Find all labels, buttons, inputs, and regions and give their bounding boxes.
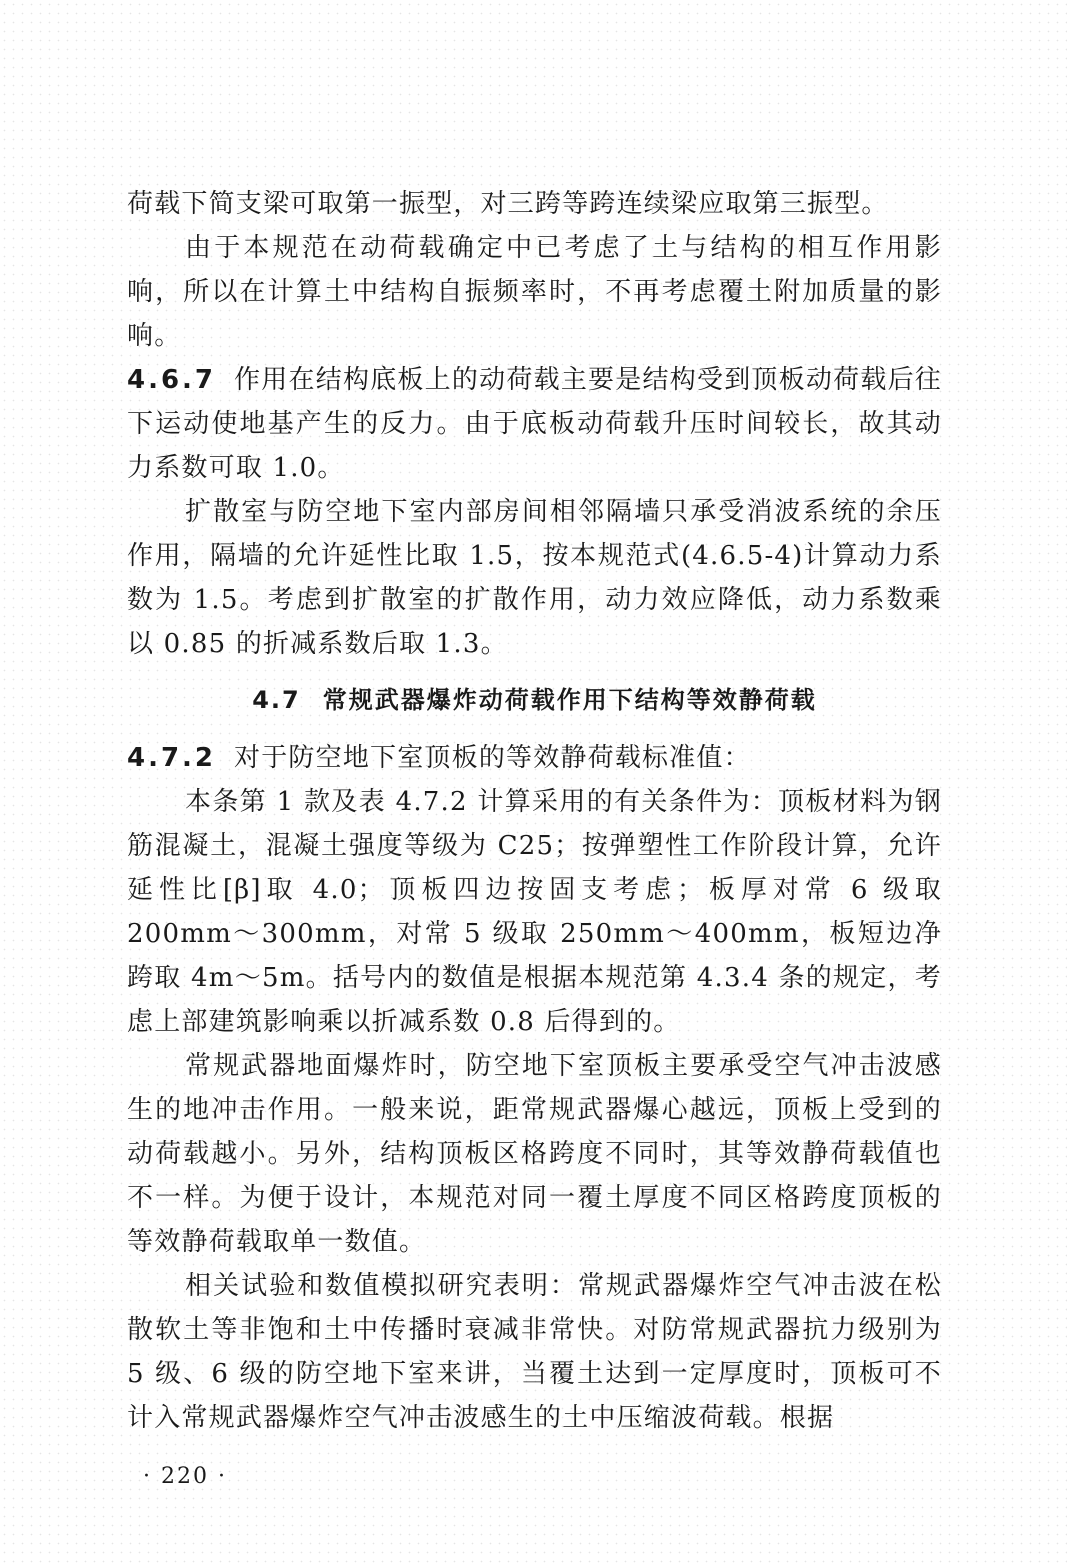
clause-4-7-2 bbox=[127, 736, 942, 780]
paragraph-diffusion-chamber: 扩散室与防空地下室内部房间相邻隔墙只承受消波系统的余压作用，隔墙的允许延性比取 1.5，按本规范式(4.6.5-4)计算动力系数为 1.5。考虑到扩散室的扩散作用，动力效应降低，动力系数乘以 0.85 的折减系数后取 1.3。 bbox=[127, 497, 942, 659]
clause-number: 4.7.2 bbox=[127, 743, 217, 773]
paragraph-calculation-conditions: 本条第 1 款及表 4.7.2 计算采用的有关条件为：顶板材料为钢筋混凝土，混凝土强度等级为 C25；按弹塑性工作阶段计算，允许延性比[β]取 4.0；顶板四边按固支考虑；板厚对常 6 级取 200mm～300mm，对常 5 级取 250mm～400mm，板短边净跨取 4m～5m。括号内的数值是根据本规范第 4.3.4 条的规定，考虑上部建筑影响乘以折减系数 0.8 后得到的。 bbox=[127, 787, 942, 1037]
clause-text: 对于防空地下室顶板的等效静荷载标准值： bbox=[234, 743, 751, 773]
clause-4-6-7 bbox=[127, 358, 942, 490]
clause-text: 作用在结构底板上的动荷载主要是结构受到顶板动荷载后往下运动使地基产生的反力。由于底板动荷载升压时间较长，故其动力系数可取 1.0。 bbox=[127, 365, 942, 483]
paragraph-test-research: 相关试验和数值模拟研究表明：常规武器爆炸空气冲击波在松散软土等非饱和土中传播时衰减非常快。对防常规武器抗力级别为 5 级、6 级的防空地下室来讲，当覆土达到一定厚度时，顶板可不计入常规武器爆炸空气冲击波感生的土中压缩波荷载。根据 bbox=[127, 1271, 942, 1433]
section-heading bbox=[127, 680, 942, 720]
body-text bbox=[127, 182, 942, 1440]
paragraph-continuation: 荷载下简支梁可取第一振型，对三跨等跨连续梁应取第三振型。 bbox=[127, 189, 889, 219]
section-title: 常规武器爆炸动荷载作用下结构等效静荷载 bbox=[322, 686, 817, 714]
paragraph-soil-structure: 由于本规范在动荷载确定中已考虑了土与结构的相互作用影响，所以在计算土中结构自振频率时，不再考虑覆土附加质量的影响。 bbox=[127, 233, 942, 351]
paragraph-ground-explosion: 常规武器地面爆炸时，防空地下室顶板主要承受空气冲击波感生的地冲击作用。一般来说，距常规武器爆心越远，顶板上受到的动荷载越小。另外，结构顶板区格跨度不同时，其等效静荷载值也不一样。为便于设计，本规范对同一覆土厚度不同区格跨度顶板的等效静荷载取单一数值。 bbox=[127, 1051, 942, 1257]
page-number: · 220 · bbox=[143, 1464, 227, 1489]
section-number: 4.7 bbox=[252, 686, 301, 714]
clause-number: 4.6.7 bbox=[127, 365, 217, 395]
